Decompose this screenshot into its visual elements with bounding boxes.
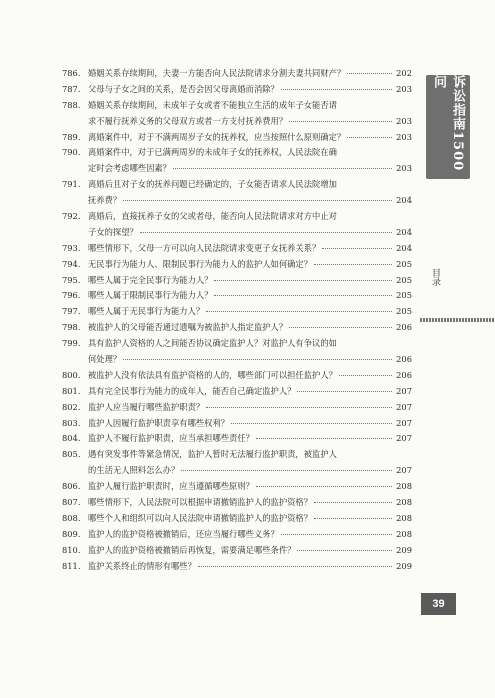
toc-entry-line xyxy=(62,161,412,177)
toc-entry-text: 监护人的监护资格被撤销后再恢复，需要满足哪些条件？ xyxy=(88,544,296,555)
toc-entry-page: 203 xyxy=(396,83,412,94)
toc-entry-text: 离婚案件中，对于不满两周岁子女的抚养权，应当按照什么原则确定？ xyxy=(88,131,346,142)
toc-entry-text: 哪些情形下，父母一方可以向人民法院请求变更子女抚养关系？ xyxy=(88,242,321,253)
toc-entry-line xyxy=(62,98,412,114)
toc-entry-line xyxy=(62,193,412,209)
toc-entry-page: 209 xyxy=(396,560,412,571)
toc-entry-page: 204 xyxy=(396,242,412,253)
toc-entry xyxy=(62,257,412,273)
toc-entry-line xyxy=(62,145,412,161)
toc-dot-leader xyxy=(314,263,392,265)
toc-entry-line xyxy=(62,336,412,352)
toc-dot-leader xyxy=(347,72,392,74)
toc-entry-line xyxy=(62,82,412,98)
toc-entry xyxy=(62,527,412,543)
toc-entry xyxy=(62,82,412,98)
toc-entry-line xyxy=(62,114,412,130)
toc-entry-line xyxy=(62,257,412,273)
toc-entry-page: 203 xyxy=(396,115,412,126)
toc-entry-page: 208 xyxy=(396,497,412,508)
toc-entry-text: 监护人应当履行哪些监护职责？ xyxy=(88,401,205,412)
toc-entry-page: 207 xyxy=(396,465,412,476)
toc-entry-page: 205 xyxy=(396,258,412,269)
toc-entry-number: 803. xyxy=(62,417,81,428)
toc-entry-number: 792. xyxy=(62,211,81,222)
toc-entry-number: 810. xyxy=(62,544,81,555)
toc-entry-page: 203 xyxy=(396,163,412,174)
toc-entry-line xyxy=(62,66,412,82)
toc-entry-number: 799. xyxy=(62,338,81,349)
toc-entry-text: 被监护人没有依法具有监护资格的人的，哪些部门可以担任监护人？ xyxy=(88,369,337,380)
toc-entry-line xyxy=(62,463,412,479)
toc-entry-text: 具有监护人资格的人之间能否协议确定监护人？对监护人有争议的如 xyxy=(88,338,337,349)
toc-entry-text: 定时会考虑哪些因素？ xyxy=(88,163,171,174)
toc-entry-page: 205 xyxy=(396,306,412,317)
toc-dot-leader xyxy=(297,549,392,551)
toc-entry-page: 207 xyxy=(396,433,412,444)
toc-entry-line xyxy=(62,527,412,543)
toc-entry xyxy=(62,130,412,146)
toc-dot-leader xyxy=(231,422,392,424)
toc-entry-page: 205 xyxy=(396,274,412,285)
toc-dot-leader xyxy=(322,247,392,249)
toc-entry-text: 监护人不履行监护职责，应当承担哪些责任？ xyxy=(88,433,254,444)
toc-entry-page: 203 xyxy=(396,131,412,142)
toc-dot-leader xyxy=(206,406,392,408)
toc-entry-line xyxy=(62,416,412,432)
side-tab-title: 诉讼指南1500问 xyxy=(431,75,465,172)
toc-entry-number: 789. xyxy=(62,131,81,142)
toc-dot-leader xyxy=(314,517,392,519)
toc-dot-leader xyxy=(198,565,392,567)
toc-entry-line xyxy=(62,511,412,527)
table-of-contents xyxy=(62,66,412,575)
toc-entry-line xyxy=(62,177,412,193)
toc-entry-line xyxy=(62,431,412,447)
toc-dot-leader xyxy=(181,469,392,471)
toc-entry xyxy=(62,431,412,447)
toc-entry-page: 202 xyxy=(396,68,412,78)
decorative-divider xyxy=(420,318,495,322)
toc-entry-page: 207 xyxy=(396,385,412,396)
toc-entry-line xyxy=(62,352,412,368)
toc-entry xyxy=(62,447,412,479)
toc-entry-line xyxy=(62,368,412,384)
toc-entry-page: 208 xyxy=(396,528,412,539)
toc-entry-text: 监护人的监护资格被撤销后，还应当履行哪些义务？ xyxy=(88,528,279,539)
toc-entry xyxy=(62,288,412,304)
toc-entry-line xyxy=(62,209,412,225)
toc-entry-number: 794. xyxy=(62,258,81,269)
toc-entry-line xyxy=(62,288,412,304)
toc-entry-page: 207 xyxy=(396,417,412,428)
toc-dot-leader xyxy=(123,199,392,201)
toc-entry-text: 求不履行抚养义务的父母双方或者一方支付抚养费用？ xyxy=(88,115,288,126)
toc-dot-leader xyxy=(347,136,392,138)
toc-entry xyxy=(62,145,412,177)
toc-entry-number: 811. xyxy=(62,560,81,571)
toc-entry-line xyxy=(62,225,412,241)
toc-entry-line xyxy=(62,447,412,463)
toc-entry-line xyxy=(62,241,412,257)
toc-entry xyxy=(62,495,412,511)
toc-dot-leader xyxy=(140,231,392,233)
toc-entry-text: 哪些人属于限制民事行为能力人？ xyxy=(88,290,213,301)
toc-dot-leader xyxy=(256,485,392,487)
toc-entry-text: 哪些个人和组织可以向人民法院申请撤销监护人的监护资格？ xyxy=(88,512,313,523)
toc-entry-line xyxy=(62,273,412,289)
toc-dot-leader xyxy=(214,279,392,281)
toc-entry-line xyxy=(62,384,412,400)
toc-dot-leader xyxy=(281,88,392,90)
toc-entry-line xyxy=(62,495,412,511)
toc-dot-leader xyxy=(289,120,392,122)
toc-entry-page: 207 xyxy=(396,401,412,412)
toc-entry-line xyxy=(62,130,412,146)
toc-entry-line xyxy=(62,304,412,320)
toc-entry xyxy=(62,511,412,527)
toc-entry xyxy=(62,416,412,432)
toc-entry-number: 788. xyxy=(62,99,81,110)
toc-entry-number: 786. xyxy=(62,68,81,78)
contents-label: 目录 xyxy=(430,268,440,286)
toc-entry xyxy=(62,368,412,384)
toc-dot-leader xyxy=(206,310,392,312)
toc-entry-page: 208 xyxy=(396,481,412,492)
toc-entry-line xyxy=(62,400,412,416)
toc-entry-number: 791. xyxy=(62,179,81,190)
toc-entry-number: 807. xyxy=(62,497,81,508)
toc-entry-number: 798. xyxy=(62,322,81,333)
side-tab xyxy=(426,75,470,179)
toc-entry xyxy=(62,400,412,416)
toc-entry xyxy=(62,98,412,130)
toc-entry-page: 205 xyxy=(396,290,412,301)
toc-entry-line xyxy=(62,543,412,559)
toc-dot-leader xyxy=(256,437,392,439)
toc-entry-text: 哪些人属于无民事行为能力人？ xyxy=(88,306,205,317)
toc-entry-number: 809. xyxy=(62,528,81,539)
toc-entry-number: 793. xyxy=(62,242,81,253)
toc-dot-leader xyxy=(289,326,392,328)
toc-entry-page: 206 xyxy=(396,322,412,333)
toc-entry xyxy=(62,66,412,82)
toc-entry-line xyxy=(62,479,412,495)
toc-entry-text: 婚姻关系存续期间，夫妻一方能否向人民法院请求分割夫妻共同财产？ xyxy=(88,68,346,78)
toc-entry-page: 204 xyxy=(396,195,412,206)
toc-entry-text: 子女的探望？ xyxy=(88,226,138,237)
toc-entry-number: 787. xyxy=(62,83,81,94)
toc-entry-number: 808. xyxy=(62,512,81,523)
toc-entry-text: 监护人履行监护职责时，应当遵循哪些原则？ xyxy=(88,481,254,492)
toc-entry-line xyxy=(62,559,412,575)
toc-entry-number: 801. xyxy=(62,385,81,396)
toc-entry-number: 795. xyxy=(62,274,81,285)
toc-entry-page: 209 xyxy=(396,544,412,555)
toc-entry-text: 无民事行为能力人、限制民事行为能力人的监护人如何确定？ xyxy=(88,258,313,269)
toc-dot-leader xyxy=(173,167,392,169)
toc-entry-text: 的生活无人照料怎么办？ xyxy=(88,465,180,476)
toc-entry xyxy=(62,479,412,495)
toc-entry xyxy=(62,177,412,209)
toc-entry-text: 何处理？ xyxy=(88,354,122,365)
toc-entry xyxy=(62,336,412,368)
toc-entry-page: 206 xyxy=(396,369,412,380)
toc-entry-text: 离婚案件中，对于已满两周岁的未成年子女的抚养权，人民法院在确 xyxy=(88,147,337,158)
page-number-badge: 39 xyxy=(421,593,456,615)
toc-entry-text: 被监护人的父母能否通过遗嘱为被监护人指定监护人？ xyxy=(88,322,288,333)
toc-dot-leader xyxy=(214,294,392,296)
toc-entry-number: 790. xyxy=(62,147,81,158)
toc-entry-text: 抚养费？ xyxy=(88,195,122,206)
toc-entry xyxy=(62,559,412,575)
toc-entry-number: 802. xyxy=(62,401,81,412)
toc-entry-text: 婚姻关系存续期间，未成年子女或者不能独立生活的成年子女能否请 xyxy=(88,99,337,110)
toc-entry xyxy=(62,304,412,320)
toc-entry-text: 遇有突发事件等紧急情况，监护人暂时无法履行监护职责，被监护人 xyxy=(88,449,337,460)
toc-entry-number: 796. xyxy=(62,290,81,301)
toc-entry-number: 806. xyxy=(62,481,81,492)
toc-dot-leader xyxy=(281,533,392,535)
toc-dot-leader xyxy=(297,390,392,392)
toc-entry xyxy=(62,241,412,257)
toc-entry-number: 800. xyxy=(62,369,81,380)
toc-entry-text: 哪些人属于完全民事行为能力人？ xyxy=(88,274,213,285)
toc-entry xyxy=(62,384,412,400)
toc-entry xyxy=(62,543,412,559)
toc-entry-page: 206 xyxy=(396,354,412,365)
toc-entry-number: 804. xyxy=(62,433,81,444)
toc-entry-page: 208 xyxy=(396,512,412,523)
toc-entry xyxy=(62,209,412,241)
toc-entry-text: 离婚后，直接抚养子女的父或者母，能否向人民法院请求对方中止对 xyxy=(88,211,337,222)
toc-entry-text: 离婚后且对子女的抚养问题已经确定的，子女能否请求人民法院增加 xyxy=(88,179,337,190)
toc-entry-number: 797. xyxy=(62,306,81,317)
toc-entry-number: 805. xyxy=(62,449,81,460)
toc-entry xyxy=(62,320,412,336)
toc-dot-leader xyxy=(123,358,392,360)
toc-entry-text: 哪些情形下，人民法院可以根据申请撤销监护人的监护资格？ xyxy=(88,497,313,508)
toc-entry-text: 父母与子女之间的关系，是否会因父母离婚而消除？ xyxy=(88,83,279,94)
toc-entry-text: 监护关系终止的情形有哪些？ xyxy=(88,560,196,571)
toc-entry-line xyxy=(62,320,412,336)
toc-entry xyxy=(62,273,412,289)
toc-entry-page: 204 xyxy=(396,226,412,237)
toc-dot-leader xyxy=(314,501,392,503)
toc-entry-text: 具有完全民事行为能力的成年人，能否自己确定监护人？ xyxy=(88,385,296,396)
toc-entry-text: 监护人因履行监护职责享有哪些权利？ xyxy=(88,417,230,428)
toc-dot-leader xyxy=(339,374,392,376)
